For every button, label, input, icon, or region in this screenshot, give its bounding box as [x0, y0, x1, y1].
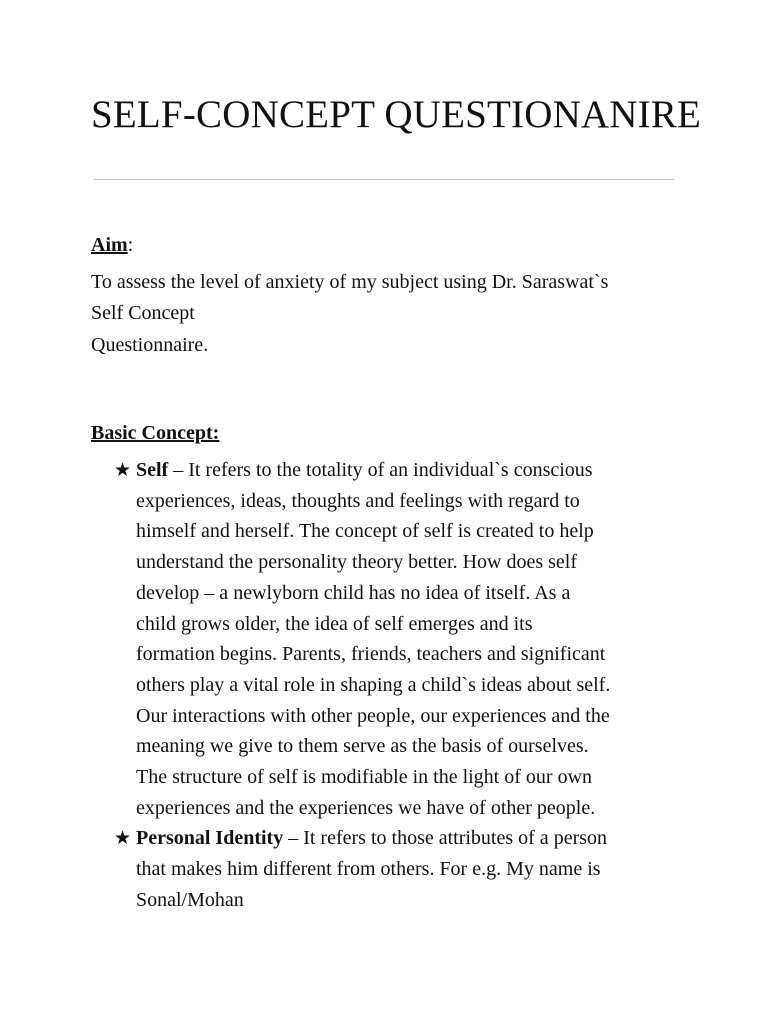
concept-line: that makes him different from others. For e.g. My name is	[136, 858, 601, 881]
aim-line: Self Concept	[91, 301, 195, 324]
concept-line: experiences and the experiences we have of other people.	[136, 796, 596, 819]
concept-line: Our interactions with other people, our experiences and the	[136, 704, 610, 727]
concept-line: understand the personality theory better. How does self	[136, 551, 577, 574]
concept-line: develop – a newlyborn child has no idea of itself. As a	[136, 581, 571, 604]
concept-first-line	[136, 823, 694, 854]
aim-line: Questionnaire.	[91, 334, 209, 356]
star-bullet-icon: ★	[114, 827, 132, 850]
concept-item-self	[114, 455, 694, 823]
aim-heading-colon: :	[127, 234, 134, 256]
aim-line: To assess the level of anxiety of my subject using Dr. Saraswat`s	[91, 271, 609, 293]
basic-concept-heading-label: Basic Concept:	[91, 422, 220, 444]
title-divider	[94, 179, 674, 180]
concept-first-line-text: – It refers to those attributes of a person	[283, 827, 608, 850]
document-title: SELF-CONCEPT QUESTIONANIRE	[91, 93, 702, 136]
aim-paragraph	[91, 267, 691, 361]
concept-first-line-text: – It refers to the totality of an individual`s conscious	[168, 459, 593, 481]
concept-line: The structure of self is modifiable in the light of our own	[136, 766, 593, 789]
concept-line: himself and herself. The concept of self is created to help	[136, 520, 594, 543]
star-bullet-icon: ★	[114, 459, 132, 481]
concept-line: experiences, ideas, thoughts and feelings with regard to	[136, 489, 580, 512]
concept-term: Self	[136, 459, 169, 481]
concept-list	[114, 455, 694, 916]
concept-term: Personal Identity	[136, 827, 284, 850]
concept-line: others play a vital role in shaping a child`s ideas about self.	[136, 673, 611, 696]
aim-heading	[91, 232, 133, 258]
concept-line: meaning we give to them serve as the basis of ourselves.	[136, 735, 589, 758]
concept-item-personal-identity	[114, 823, 694, 915]
concept-line: formation begins. Parents, friends, teachers and significant	[136, 643, 606, 666]
concept-line: child grows older, the idea of self emerges and its	[136, 612, 533, 635]
aim-heading-label: Aim	[91, 234, 128, 256]
concept-line: Sonal/Mohan	[136, 888, 244, 911]
concept-first-line	[136, 455, 694, 486]
basic-concept-heading	[91, 420, 219, 446]
